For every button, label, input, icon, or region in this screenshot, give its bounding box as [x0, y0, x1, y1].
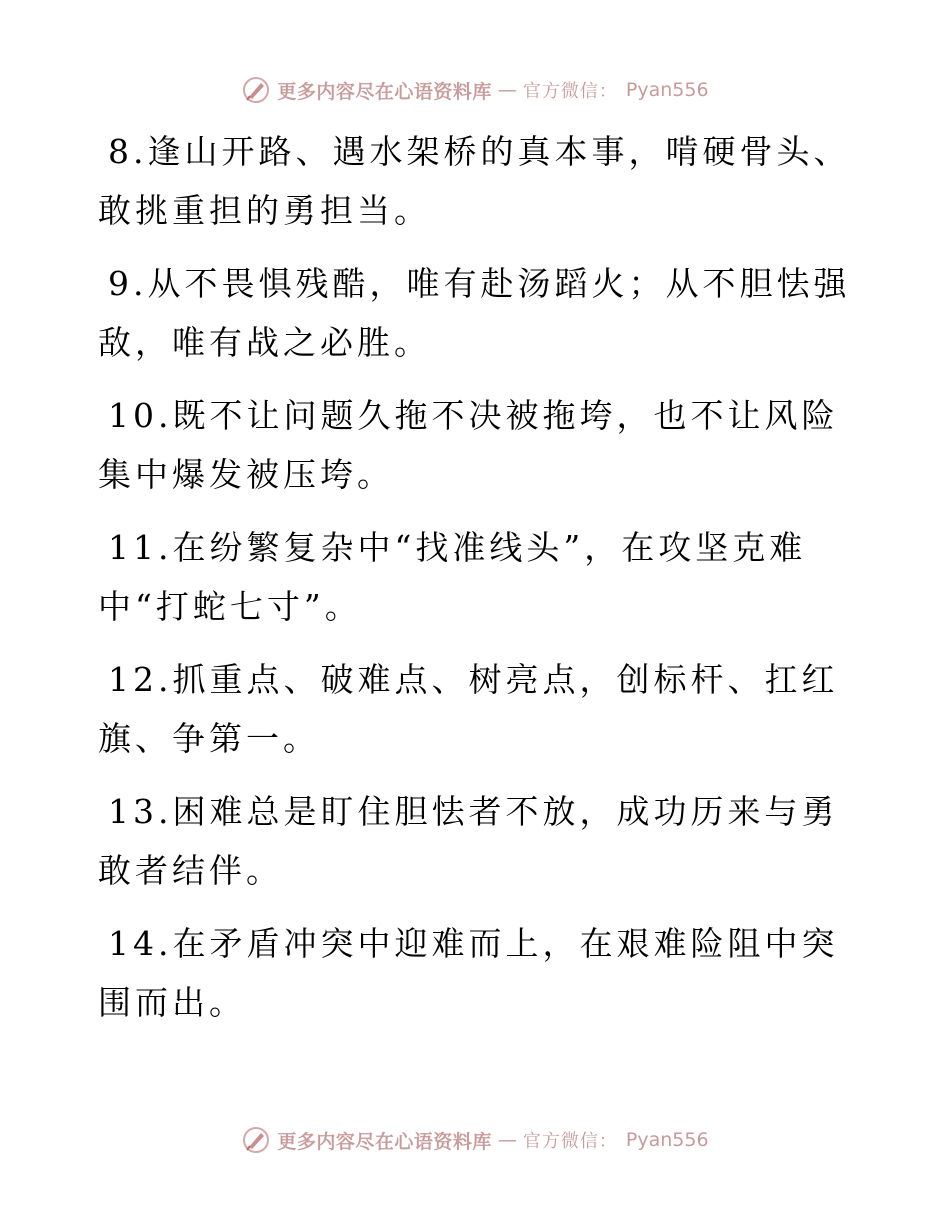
footer-watermark: [0, 1120, 950, 1160]
list-item: 13.困难总是盯住胆怯者不放，成功历来与勇敢者结伴。: [98, 792, 839, 890]
quill-pen-icon: [241, 1125, 271, 1155]
list-item: 12.抓重点、破难点、树亮点，创标杆、扛红旗、争第一。: [98, 660, 839, 758]
watermark-brand: 更多内容尽在心语资料库: [277, 1130, 492, 1153]
watermark-wechat-id: Pyan556: [625, 1129, 709, 1151]
list-item: 10.既不让问题久拖不决被拖垮，也不让风险集中爆发被压垮。: [98, 396, 839, 494]
quill-pen-icon: [241, 75, 271, 105]
watermark-wechat-label: 官方微信：: [522, 1131, 618, 1152]
list-item: 8.逢山开路、遇水架桥的真本事，啃硬骨头、敢挑重担的勇担当。: [98, 132, 851, 230]
watermark-brand: 更多内容尽在心语资料库: [277, 80, 492, 103]
watermark-wechat-id: Pyan556: [625, 79, 709, 101]
watermark-wechat-label: 官方微信：: [522, 81, 618, 102]
document-body: [98, 122, 858, 1046]
watermark-dash: —: [497, 79, 517, 101]
watermark-dash: —: [497, 1129, 517, 1151]
list-item: 9.从不畏惧残酷，唯有赴汤蹈火；从不胆怯强敌，唯有战之必胜。: [98, 264, 851, 362]
header-watermark: [0, 70, 950, 110]
list-item: 14.在矛盾冲突中迎难而上，在艰难险阻中突围而出。: [98, 924, 839, 1022]
list-item: 11.在纷繁复杂中“找准线头”，在攻坚克难中“打蛇七寸”。: [98, 528, 807, 626]
